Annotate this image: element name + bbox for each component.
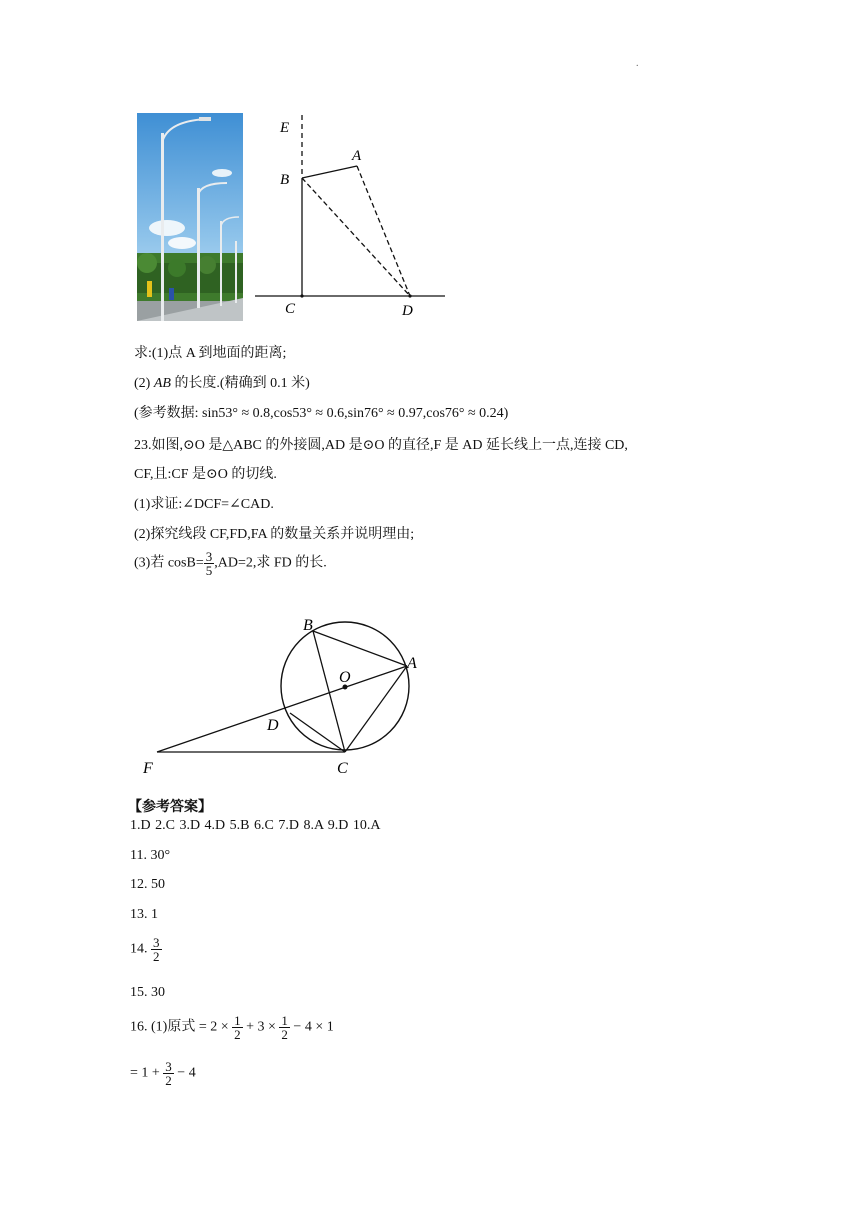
answer-14-prefix: 14. xyxy=(130,941,148,957)
answer-13: 13. 1 xyxy=(130,907,158,922)
p23-line-2: CF,且:CF 是⊙O 的切线. xyxy=(134,467,277,482)
p23-q3-num: 3 xyxy=(205,549,213,564)
answer-16-f1-num: 1 xyxy=(234,1013,241,1028)
p23-question-2: (2)探究线段 CF,FD,FA 的数量关系并说明理由; xyxy=(134,527,415,542)
label-E: E xyxy=(280,120,290,136)
p23-question-3 xyxy=(134,550,327,577)
answers-heading: 【参考答案】 xyxy=(128,800,212,815)
p22-reference-data: (参考数据: sin53° ≈ 0.8,cos53° ≈ 0.6,sin76° ≈ 0.97,cos76° ≈ 0.24) xyxy=(134,406,509,421)
answer-16-line-2 xyxy=(130,1060,196,1087)
p23-q3-prefix: (3)若 cosB= xyxy=(134,555,204,571)
p23-q3-fraction xyxy=(204,550,215,577)
answer-11: 11. 30° xyxy=(130,848,171,863)
answer-16-f2-num: 1 xyxy=(281,1013,288,1028)
answer-16-fraction-2 xyxy=(279,1014,290,1041)
answer-16-mid: + 3 × xyxy=(246,1019,276,1035)
label-B: B xyxy=(280,172,290,188)
answer-14-num: 3 xyxy=(153,935,160,950)
answer-16-f1-den: 2 xyxy=(234,1027,241,1042)
answer-16-fraction-1 xyxy=(232,1014,243,1041)
label-C: C xyxy=(337,760,348,777)
label-D: D xyxy=(267,717,279,734)
label-D: D xyxy=(402,303,413,319)
answer-16b-num: 3 xyxy=(165,1059,172,1074)
answer-16-prefix: 16. (1)原式 = 2 × xyxy=(130,1019,229,1035)
p23-line-1: 23.如图,⊙O 是△ABC 的外接圆,AD 是⊙O 的直径,F 是 AD 延长线上一点,连接 CD, xyxy=(134,438,628,453)
answer-16b-den: 2 xyxy=(165,1073,172,1088)
p22-q2-rest: 的长度.(精确到 0.1 米) xyxy=(174,376,310,391)
answer-16b-end: − 4 xyxy=(177,1065,196,1081)
answer-14 xyxy=(130,936,162,963)
answer-16-end: − 4 × 1 xyxy=(293,1019,334,1035)
label-F: F xyxy=(143,760,153,777)
p22-q2-ab: AB xyxy=(153,376,171,391)
answer-16-f2-den: 2 xyxy=(281,1027,288,1042)
circle-geometry-diagram xyxy=(135,610,435,780)
answer-14-den: 2 xyxy=(153,949,160,964)
label-B: B xyxy=(303,617,313,634)
p23-q3-suffix: ,AD=2,求 FD 的长. xyxy=(214,555,327,571)
answers-row-1-10: 1.D 2.C 3.D 4.D 5.B 6.C 7.D 8.A 9.D 10.A xyxy=(130,818,381,833)
p22-question-2 xyxy=(134,372,310,392)
p23-q3-den: 5 xyxy=(205,563,213,578)
label-O: O xyxy=(339,669,351,686)
p22-q2-prefix: (2) xyxy=(134,376,151,391)
p23-question-1: (1)求证:∠DCF=∠CAD. xyxy=(134,497,274,512)
label-A: A xyxy=(407,655,417,672)
answer-15: 15. 30 xyxy=(130,985,165,1000)
answer-14-fraction xyxy=(151,936,162,963)
lamp-geometry-diagram xyxy=(250,110,450,325)
label-C: C xyxy=(285,301,296,317)
answer-16-line-1 xyxy=(130,1014,334,1041)
p22-question-1: 求:(1)点 A 到地面的距离; xyxy=(134,346,287,361)
answer-16b-prefix: = 1 + xyxy=(130,1065,160,1081)
answer-12: 12. 50 xyxy=(130,877,165,892)
label-A: A xyxy=(352,148,362,164)
header-dot: . xyxy=(636,58,639,69)
answer-16b-fraction xyxy=(163,1060,174,1087)
street-lamp-photo xyxy=(137,113,243,321)
